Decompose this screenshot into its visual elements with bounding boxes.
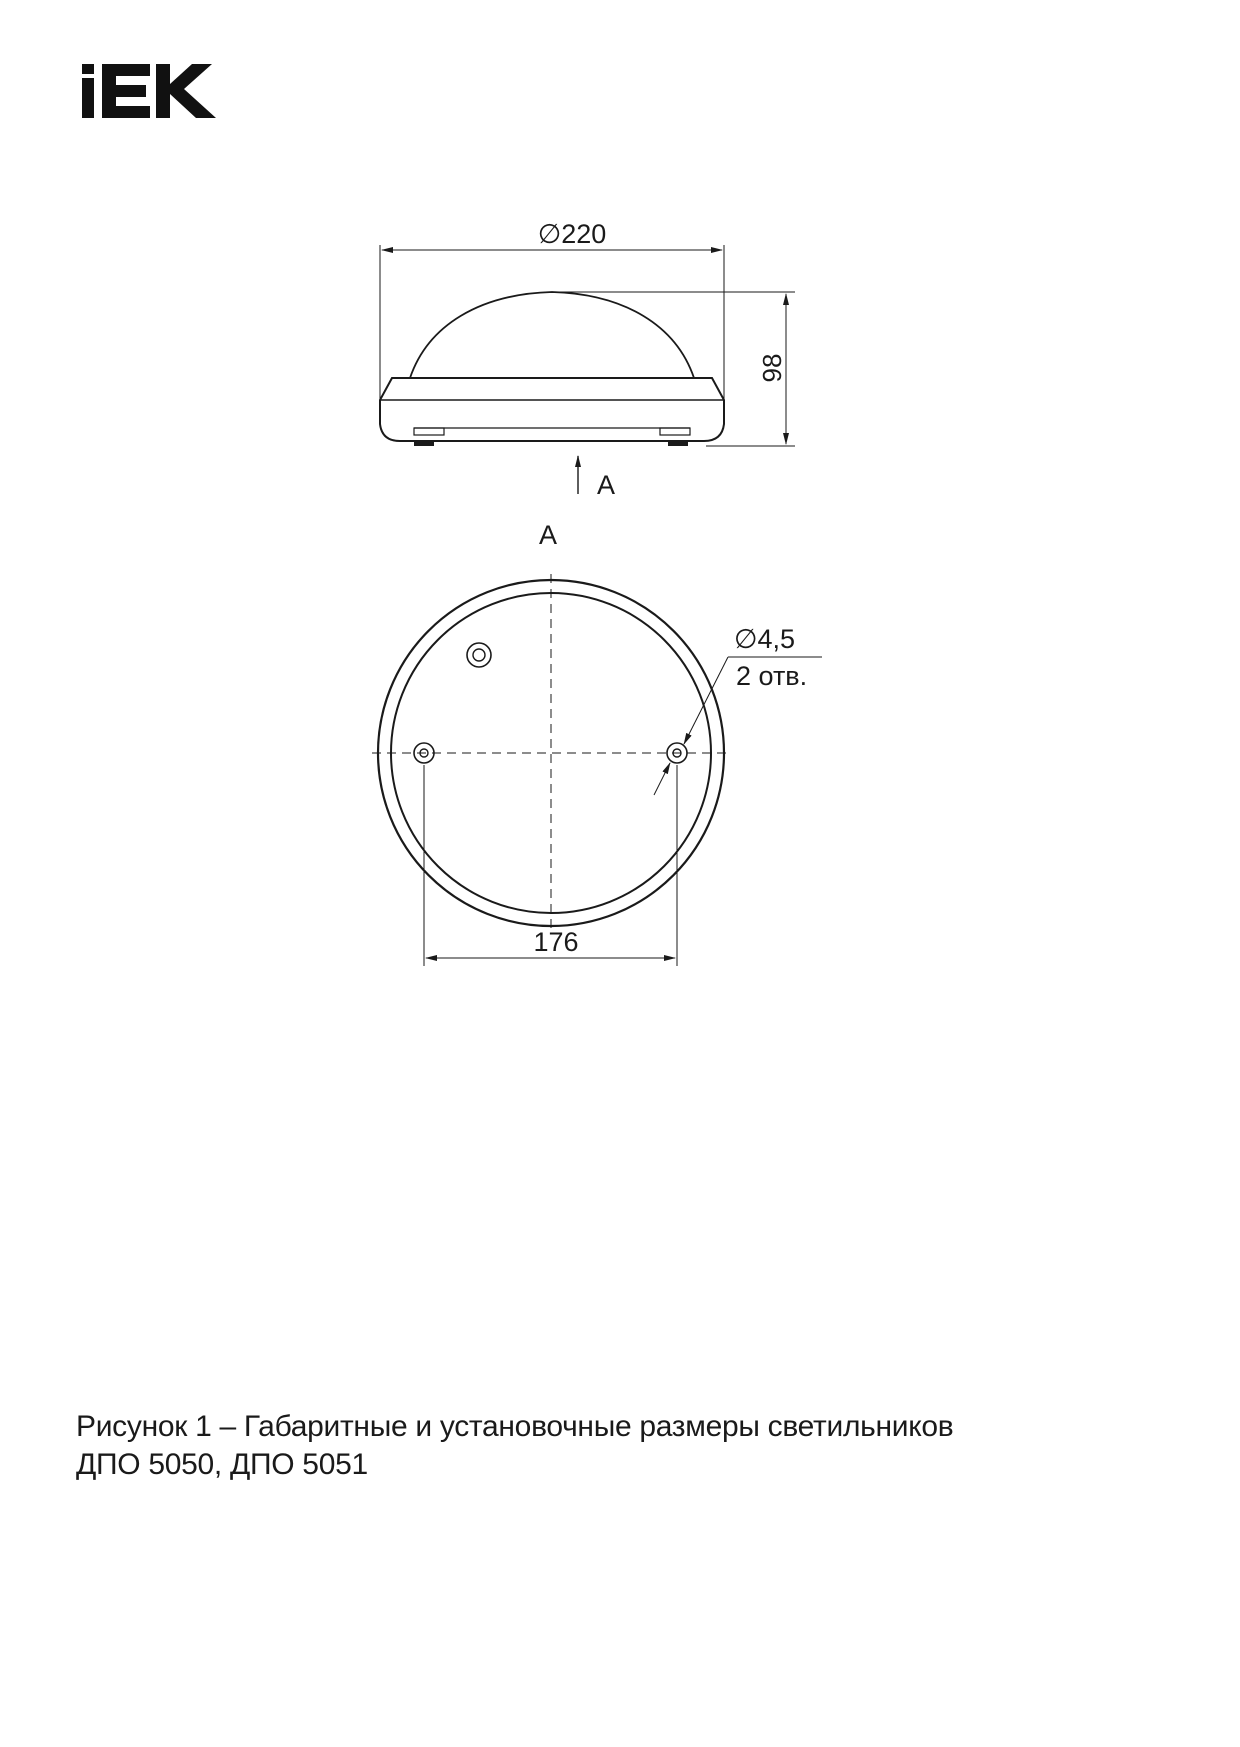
caption-line-1: Рисунок 1 – Габаритные и установочные размеры светильников bbox=[76, 1410, 954, 1443]
hole-diameter-label: ∅4,5 bbox=[734, 624, 796, 654]
view-arrow-label: А bbox=[597, 470, 616, 500]
side-view bbox=[380, 245, 795, 494]
bottom-view-title: А bbox=[538, 520, 558, 550]
height-label: 98 bbox=[757, 353, 787, 383]
hole-count-label: 2 отв. bbox=[736, 661, 808, 691]
hole-spacing-label: 176 bbox=[533, 927, 579, 957]
caption-line-2: ДПО 5050, ДПО 5051 bbox=[76, 1448, 368, 1481]
figure-caption bbox=[76, 1408, 953, 1484]
diameter-label: ∅220 bbox=[537, 219, 607, 249]
